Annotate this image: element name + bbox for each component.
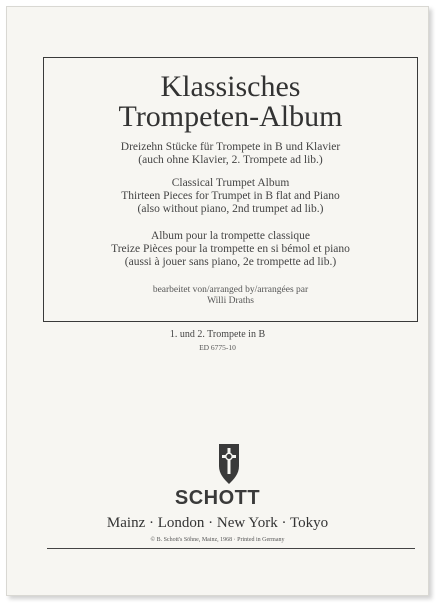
bottom-divider xyxy=(47,548,415,549)
french-subtitle-1: Album pour la trompette classique xyxy=(150,230,311,242)
arranger-name: Willi Draths xyxy=(207,296,254,306)
arranged-by-label: bearbeitet von/arranged by/arrangées par xyxy=(152,285,309,295)
publisher-name: SCHOTT xyxy=(174,487,261,509)
german-subtitle-2: (auch ohne Klavier, 2. Trompete ad lib.) xyxy=(138,154,323,166)
title-frame xyxy=(43,57,418,322)
score-cover-page xyxy=(6,6,429,596)
english-subtitle-1: Classical Trumpet Album xyxy=(171,177,290,189)
french-subtitle-3: (aussi à jouer sans piano, 2e trompette ad lib.) xyxy=(124,256,337,268)
publisher-cities: Mainz · London · New York · Tokyo xyxy=(106,515,329,531)
schott-cross-logo-icon xyxy=(215,442,243,486)
edition-number: ED 6775-10 xyxy=(199,343,236,352)
copyright-line: © B. Schott's Söhne, Mainz, 1968 · Printed in Germany xyxy=(150,537,285,543)
english-subtitle-3: (also without piano, 2nd trumpet ad lib.) xyxy=(137,203,324,215)
german-subtitle-1: Dreizehn Stücke für Trompete in B und Klavier xyxy=(120,141,341,153)
french-subtitle-2: Treize Pièces pour la trompette en si bémol et piano xyxy=(111,243,350,255)
voicing-text: 1. und 2. Trompete in B xyxy=(169,329,266,340)
english-subtitle-2: Thirteen Pieces for Trumpet in B flat and Piano xyxy=(121,190,340,202)
title-line-2: Trompeten-Album xyxy=(118,100,343,133)
title-line-1: Klassisches xyxy=(160,70,301,103)
